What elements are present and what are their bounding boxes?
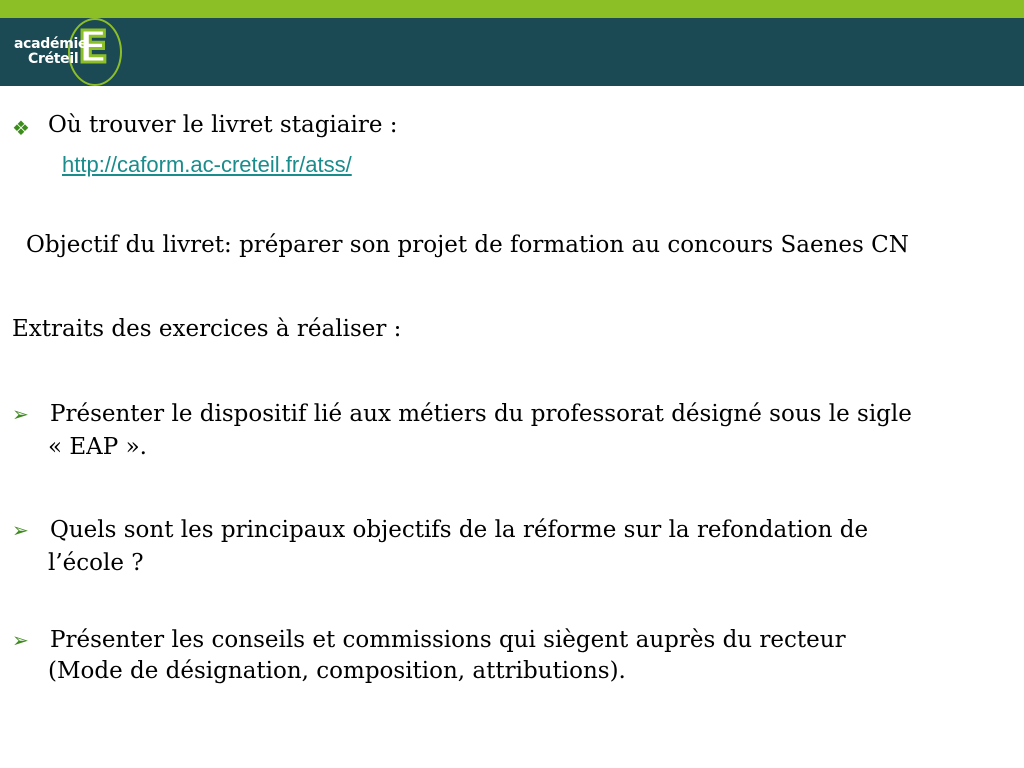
list-item-continuation: l’école ? — [48, 550, 144, 576]
header-band — [0, 18, 1024, 86]
list-item-continuation: (Mode de désignation, composition, attributions). — [48, 658, 626, 684]
top-strip — [0, 0, 1024, 18]
diamond-bullet-icon: ❖ — [12, 116, 30, 140]
logo-line2: Créteil — [28, 51, 79, 67]
logo-letter: E — [78, 22, 109, 73]
academie-creteil-logo — [8, 4, 120, 86]
logo-line1: académie — [14, 36, 88, 52]
list-item: Présenter les conseils et commissions qui siègent auprès du recteur — [50, 627, 846, 653]
where-title: Où trouver le livret stagiaire : — [48, 112, 398, 138]
list-item: Quels sont les principaux objectifs de la réforme sur la refondation de — [50, 517, 869, 543]
arrow-bullet-icon: ➢ — [12, 628, 29, 652]
arrow-bullet-icon: ➢ — [12, 402, 29, 426]
arrow-bullet-icon: ➢ — [12, 518, 29, 542]
leaf-icon: ❦ — [89, 4, 107, 24]
list-item-continuation: « EAP ». — [48, 434, 147, 460]
extracts-title: Extraits des exercices à réaliser : — [12, 316, 402, 342]
livret-link[interactable]: http://caform.ac-creteil.fr/atss/ — [62, 152, 352, 177]
objective-text: Objectif du livret: préparer son projet de formation au concours Saenes CN — [26, 232, 909, 258]
list-item: Présenter le dispositif lié aux métiers du professorat désigné sous le sigle — [50, 401, 912, 427]
